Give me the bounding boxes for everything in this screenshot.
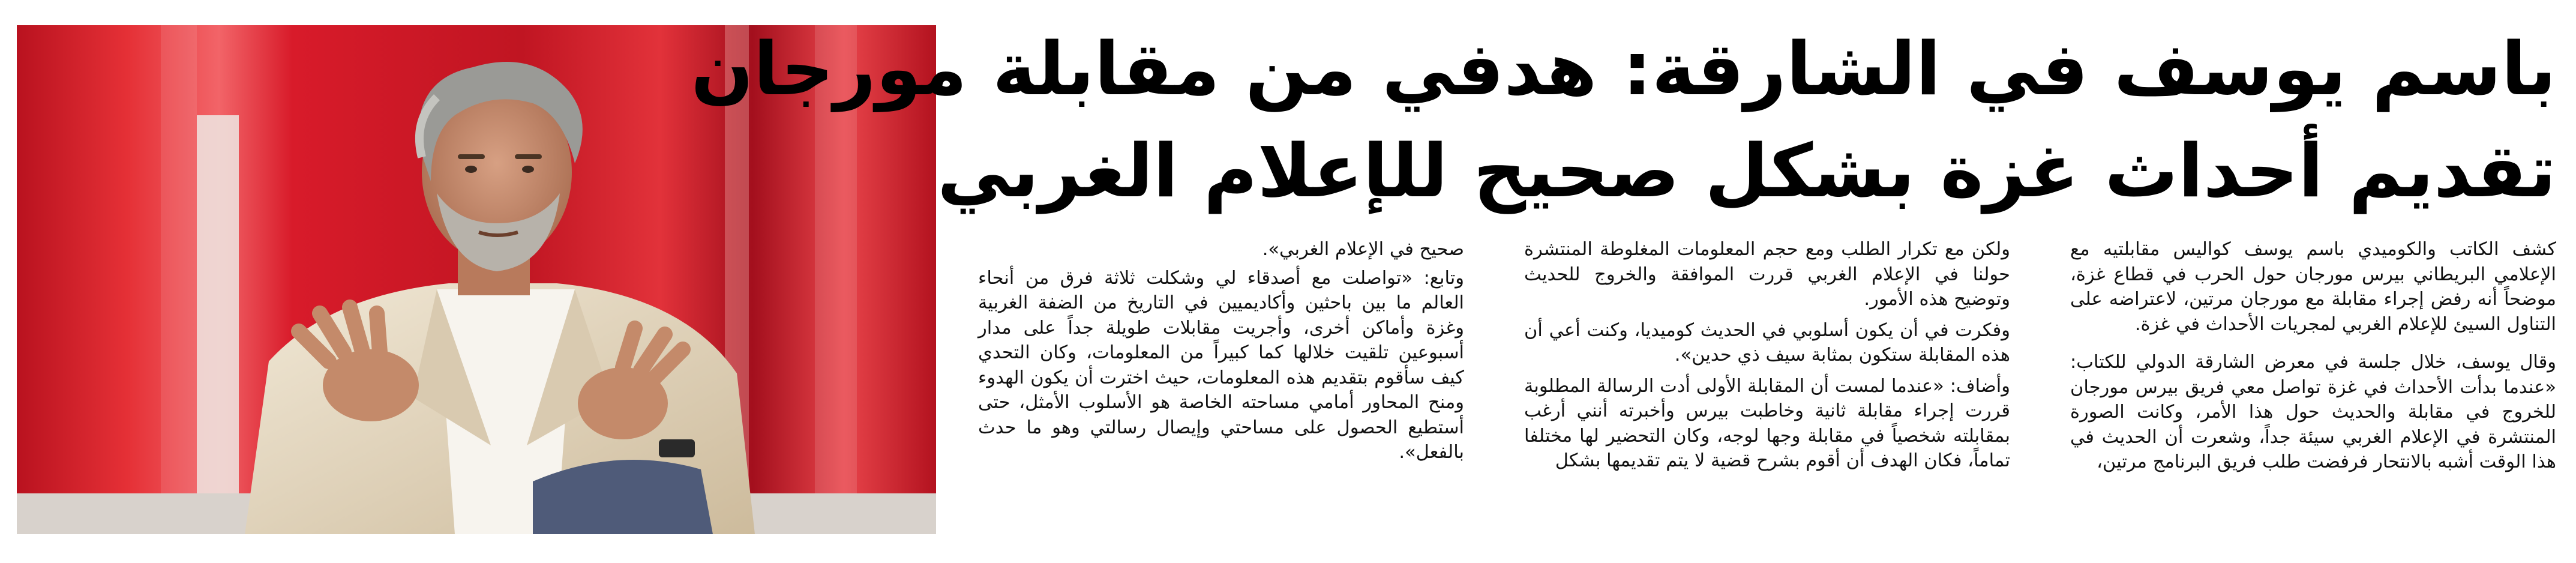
paragraph: وأضاف: «عندما لمست أن المقابلة الأولى أدت الرسالة المطلوبة قررت إجراء مقابلة ثانية وخاطبت بيرس وأخبرته أنني أرغب بمقابلته شخصياً في مقابلة وجها لوجه، وكان التحضير لها مختلفا تماماً، فكان الهدف أن أقوم بشرح قضية لا يتم تقديمها بشكل	[1524, 375, 2010, 471]
paragraph: كشف الكاتب والكوميدي باسم يوسف كواليس مقابلتيه مع الإعلامي البريطاني بيرس مورجان حول الحرب في قطاع غزة، موضحاً أنه رفض إجراء مقابلة مع مورجان مرتين، لاعتراضه على التناول السيئ للإعلام الغربي لمجريات الأحداث في غزة.	[2070, 239, 2556, 335]
paragraph: صحيح في الإعلام الغربي».	[1262, 239, 1464, 260]
headline-line-2: تقديم أحداث غزة بشكل صحيح للإعلام الغربي	[937, 128, 2556, 214]
paragraph: ولكن مع تكرار الطلب ومع حجم المعلومات المغلوطة المنتشرة حولنا في الإعلام الغربي قررت الموافقة والخروج للحديث وتوضيح هذه الأمور.	[1524, 239, 2010, 310]
text-column-3	[978, 237, 1464, 469]
paragraph: وقال يوسف، خلال جلسة في معرض الشارقة الدولي للكتاب: «عندما بدأت الأحداث في غزة تواصل معي فريق بيرس مورجان للخروج في مقابلة والحديث حول هذا الأمر، وكانت الصورة المنتشرة في الإعلام الغربي سيئة جداً، وشعرت أن الحديث في هذا الوقت أشبه بالانتحار فرفضت طلب فريق البرنامج مرتين،	[2070, 352, 2556, 472]
article-headline	[691, 18, 2556, 222]
text-column-2	[1524, 237, 2010, 477]
article-body	[978, 237, 2556, 549]
headline-line-1: باسم يوسف في الشارقة: هدفي من مقابلة مورجان	[691, 26, 2556, 112]
paragraph: وتابع: «تواصلت مع أصدقاء لي وشكلت ثلاثة فرق من أنحاء العالم ما بين باحثين وأكاديميين في التاريخ من الضفة الغربية وغزة وأماكن أخرى، وأجريت مقابلات طويلة جداً على مدار أسبوعين تلقيت خلالها كما كبيراً من المعلومات، وكان التحدي كيف سأقوم بتقديم هذه المعلومات، حيث اخترت أن يكون الهدوء ومنح المحاور أمامي مساحته الخاصة هو الأسلوب الأمثل، حتى أستطيع الحصول على مساحتي وإيصال رسالتي وهو ما حدث بالفعل».	[978, 267, 1464, 463]
text-column-1	[2070, 237, 2556, 478]
paragraph: وفكرت في أن يكون أسلوبي في الحديث كوميديا، وكنت أعي أن هذه المقابلة ستكون بمثابة سيف ذي حدين».	[1524, 319, 2010, 366]
